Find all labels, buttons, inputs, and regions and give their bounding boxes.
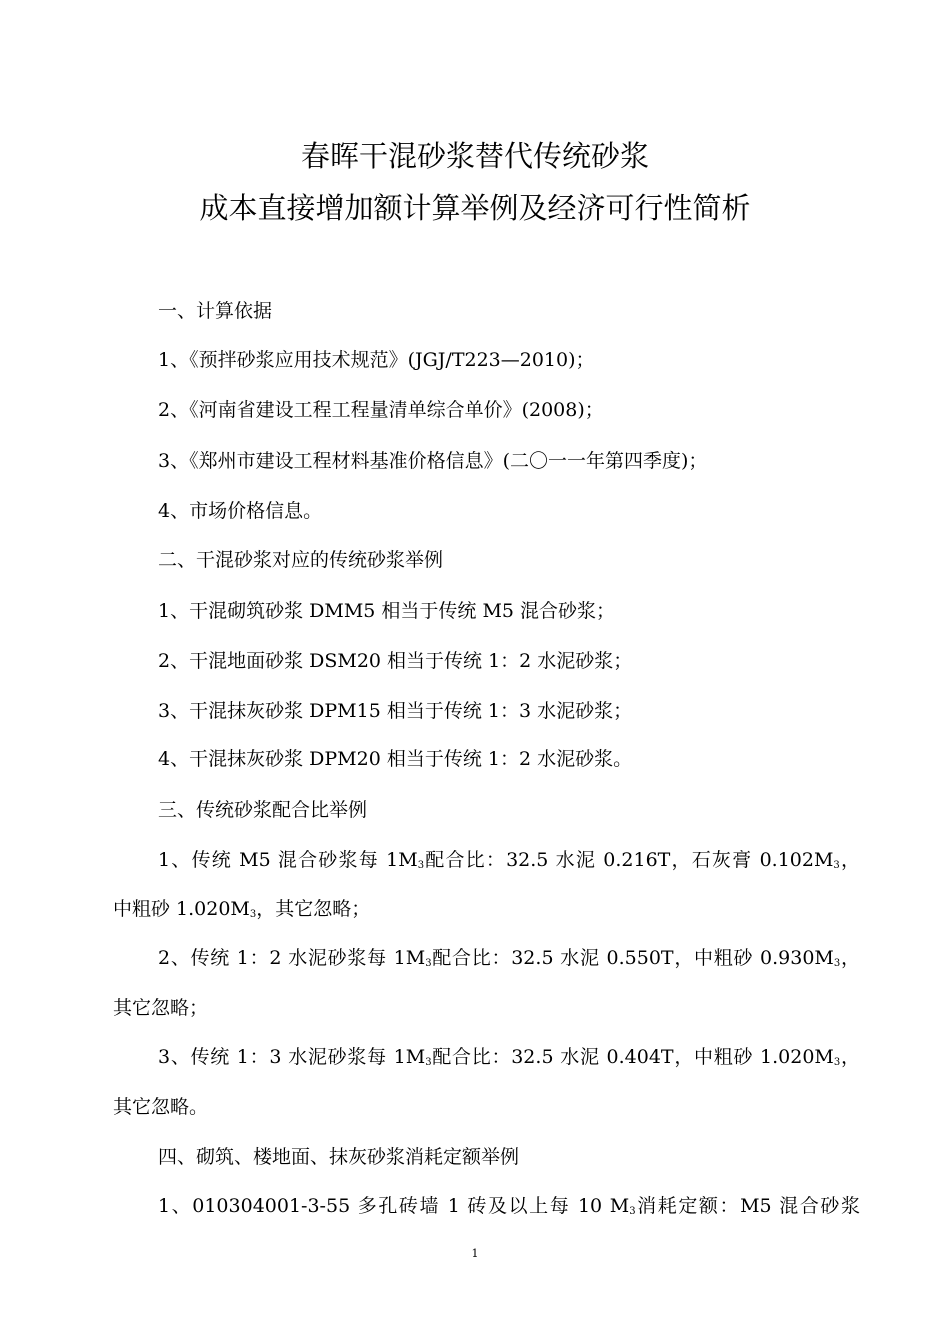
section1-item-1: 1、《预拌砂浆应用技术规范》(JGJ/T223—2010)； bbox=[158, 349, 595, 371]
section1-item-4: 4、市场价格信息。 bbox=[158, 500, 323, 522]
superscript: 3 bbox=[833, 1057, 841, 1068]
text-fragment: 配合比：32.5 水泥 0.216T，石灰膏 0.102M bbox=[424, 849, 834, 871]
text-fragment: 2、传统 1：2 水泥砂浆每 1M bbox=[158, 947, 426, 969]
section4-heading: 四、砌筑、楼地面、抹灰砂浆消耗定额举例 bbox=[158, 1146, 520, 1168]
text-fragment: 配合比：32.5 水泥 0.404T，中粗砂 1.020M bbox=[431, 1046, 834, 1068]
section1-item-2: 2、《河南省建设工程工程量清单综合单价》(2008)； bbox=[158, 399, 604, 421]
text-fragment: 中粗砂 1.020M bbox=[113, 898, 250, 920]
section1-heading: 一、计算依据 bbox=[158, 300, 273, 322]
text-fragment: 1、传统 M5 混合砂浆每 1M bbox=[158, 849, 418, 871]
superscript: 3 bbox=[249, 909, 257, 920]
section2-item-4: 4、干混抹灰砂浆 DPM20 相当于传统 1：2 水泥砂浆。 bbox=[158, 748, 633, 770]
section3-heading: 三、传统砂浆配合比举例 bbox=[158, 799, 368, 821]
section1-item-3: 3、《郑州市建设工程材料基准价格信息》(二〇一一年第四季度)； bbox=[158, 450, 708, 472]
superscript: 3 bbox=[629, 1206, 636, 1217]
section2-item-2: 2、干混地面砂浆 DSM20 相当于传统 1：2 水泥砂浆； bbox=[158, 650, 633, 672]
text-fragment: ， bbox=[840, 947, 860, 969]
superscript: 3 bbox=[833, 958, 841, 969]
text-fragment: 1、010304001-3-55 多孔砖墙 1 砖及以上每 10 M bbox=[158, 1195, 630, 1217]
section2-item-3: 3、干混抹灰砂浆 DPM15 相当于传统 1：3 水泥砂浆； bbox=[158, 700, 633, 722]
section3-item-1-line-2 bbox=[113, 894, 370, 928]
text-fragment: 3、传统 1：3 水泥砂浆每 1M bbox=[158, 1046, 426, 1068]
text-fragment: ，其它忽略； bbox=[256, 898, 371, 920]
title-line-1: 春晖干混砂浆替代传统砂浆 bbox=[300, 139, 649, 173]
superscript: 3 bbox=[425, 958, 432, 969]
text-fragment: ， bbox=[839, 849, 860, 871]
superscript: 3 bbox=[833, 860, 840, 871]
text-fragment: ， bbox=[840, 1046, 860, 1068]
section4-item-1-line-1 bbox=[158, 1191, 860, 1225]
section2-heading: 二、干混砂浆对应的传统砂浆举例 bbox=[158, 549, 444, 571]
section3-item-1-line-1 bbox=[158, 845, 860, 879]
superscript: 3 bbox=[425, 1057, 432, 1068]
page-number: 1 bbox=[471, 1247, 479, 1260]
section3-item-3-line-1 bbox=[158, 1042, 860, 1076]
title-line-2: 成本直接增加额计算举例及经济可行性简析 bbox=[199, 191, 751, 225]
text-fragment: 配合比：32.5 水泥 0.550T，中粗砂 0.930M bbox=[431, 947, 834, 969]
superscript: 3 bbox=[417, 860, 425, 871]
section3-item-2-line-2: 其它忽略； bbox=[113, 997, 209, 1019]
text-fragment: 消耗定额：M5 混合砂浆 bbox=[635, 1195, 860, 1217]
section3-item-3-line-2: 其它忽略。 bbox=[113, 1096, 209, 1118]
section2-item-1: 1、干混砌筑砂浆 DMM5 相当于传统 M5 混合砂浆； bbox=[158, 600, 616, 622]
section3-item-2-line-1 bbox=[158, 943, 860, 977]
